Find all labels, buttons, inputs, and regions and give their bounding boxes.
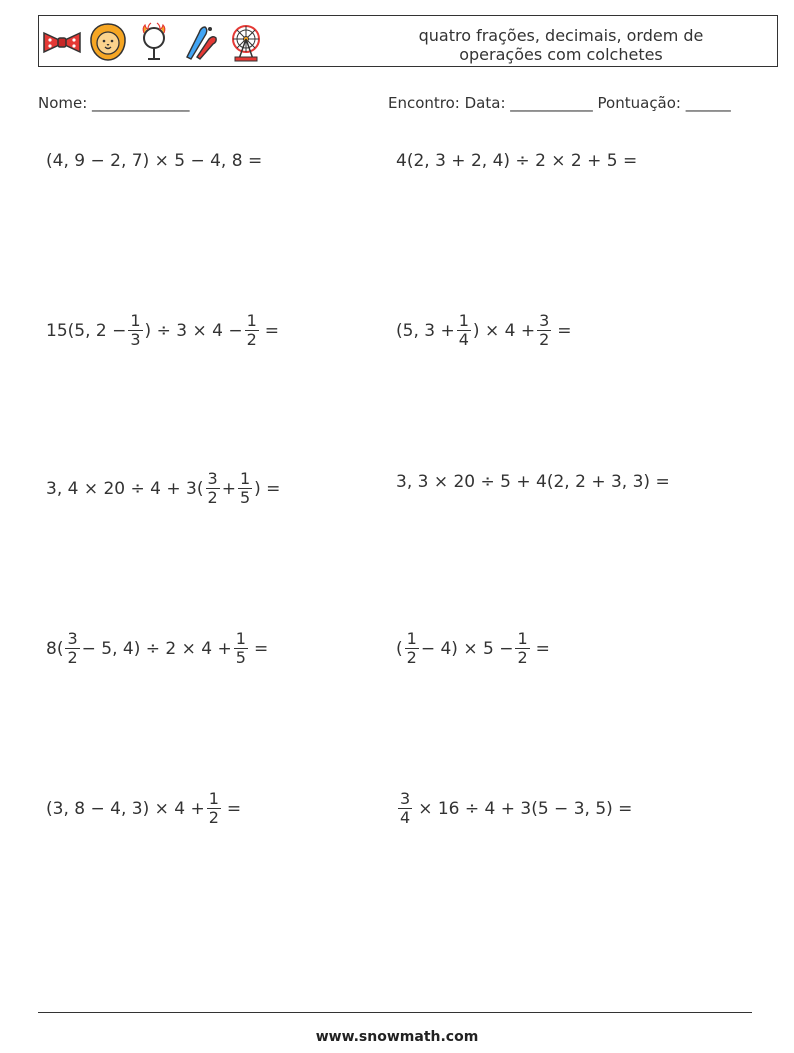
- fraction: [537, 312, 551, 349]
- fraction: [234, 630, 248, 667]
- worksheet-title: [391, 26, 731, 64]
- problem-4-part-a: (5, 3 +: [396, 320, 455, 341]
- fraction: [206, 470, 220, 507]
- numerator: 3: [539, 311, 550, 330]
- fraction: [398, 790, 412, 827]
- denominator: 2: [208, 808, 219, 827]
- footer-divider: [38, 1012, 752, 1013]
- icon-strip: [41, 21, 267, 63]
- numerator: 1: [406, 629, 417, 648]
- denominator: 5: [239, 488, 251, 507]
- numerator: 3: [400, 789, 411, 808]
- problem-7-part-a: 8(: [46, 638, 64, 659]
- problem-10: [396, 790, 632, 827]
- problem-8: [396, 630, 550, 667]
- problem-4-part-b: ) × 4 +: [472, 320, 536, 341]
- problem-6: 3, 3 × 20 ÷ 5 + 4(2, 2 + 3, 3) =: [396, 472, 670, 492]
- denominator: 4: [400, 808, 411, 827]
- problem-10-part-b: × 16 ÷ 4 + 3(5 − 3, 5) =: [418, 798, 633, 819]
- problem-7-part-c: =: [253, 638, 269, 659]
- numerator: 1: [458, 311, 469, 330]
- fraction: [128, 312, 142, 349]
- problem-1: (4, 9 − 2, 7) × 5 − 4, 8 =: [46, 151, 263, 171]
- numerator: 1: [239, 469, 251, 488]
- denominator: 4: [458, 330, 469, 349]
- problem-8-part-a: (: [396, 638, 403, 659]
- numerator: 1: [517, 629, 528, 648]
- denominator: 2: [207, 488, 218, 507]
- problem-3: [46, 312, 279, 349]
- problem-4-part-c: =: [557, 320, 572, 341]
- problem-3-part-a: 15(5, 2 −: [46, 320, 127, 341]
- problem-5-part-c: ) =: [254, 478, 281, 499]
- denominator: 3: [130, 330, 141, 349]
- denominator: 2: [517, 648, 528, 667]
- problem-9-part-c: =: [226, 798, 242, 819]
- numerator: 3: [67, 629, 78, 648]
- denominator: 2: [406, 648, 417, 667]
- fraction: [405, 630, 419, 667]
- numerator: 1: [130, 311, 141, 330]
- fraction: [515, 630, 529, 667]
- problem-3-part-c: =: [264, 320, 279, 341]
- problem-2: 4(2, 3 + 2, 4) ÷ 2 × 2 + 5 =: [396, 151, 638, 171]
- header-box: [38, 15, 778, 67]
- fire-ring-icon: [133, 21, 175, 63]
- problem-4: [396, 312, 572, 349]
- problem-5-part-a: 3, 4 × 20 ÷ 4 + 3(: [46, 478, 204, 499]
- problem-9-part-a: (3, 8 − 4, 3) × 4 +: [46, 798, 205, 819]
- numerator: 1: [208, 789, 219, 808]
- problem-3-part-b: ) ÷ 3 × 4 −: [144, 320, 243, 341]
- numerator: 1: [235, 629, 246, 648]
- denominator: 5: [235, 648, 246, 667]
- problem-5-part-b: +: [221, 478, 236, 499]
- fraction: [245, 312, 259, 349]
- problem-5: [46, 470, 280, 507]
- footer-url[interactable]: www.snowmath.com: [315, 1029, 479, 1045]
- problem-8-part-b: − 4) × 5 −: [420, 638, 514, 659]
- fraction: [207, 790, 221, 827]
- fraction: [238, 470, 252, 507]
- name-field: Nome: _____________: [38, 94, 190, 112]
- ferris-wheel-icon: [225, 21, 267, 63]
- problem-9: [46, 790, 241, 827]
- title-line-1: quatro frações, decimais, ordem de: [418, 26, 704, 45]
- problem-7: [46, 630, 268, 667]
- denominator: 2: [246, 330, 257, 349]
- problem-7-part-b: − 5, 4) ÷ 2 × 4 +: [81, 638, 232, 659]
- fraction: [457, 312, 471, 349]
- problem-8-part-c: =: [535, 638, 550, 659]
- fraction: [65, 630, 79, 667]
- title-line-2: operações com colchetes: [459, 45, 663, 64]
- date-score-field: Encontro: Data: ___________ Pontuação: ______: [388, 94, 731, 112]
- denominator: 2: [539, 330, 550, 349]
- denominator: 2: [67, 648, 78, 667]
- numerator: 3: [207, 469, 218, 488]
- lion-icon: [87, 21, 129, 63]
- numerator: 1: [246, 311, 257, 330]
- juggling-pin-icon: [179, 21, 221, 63]
- bow-tie-icon: [41, 21, 83, 63]
